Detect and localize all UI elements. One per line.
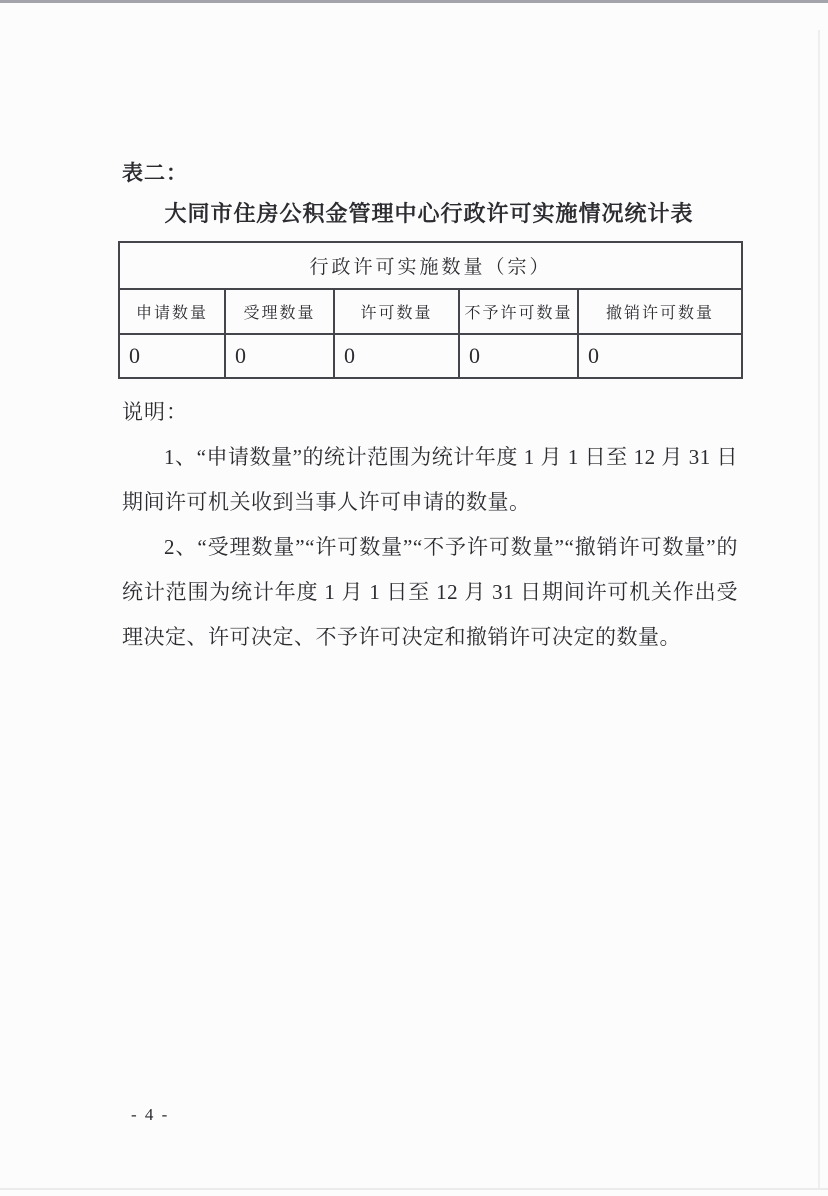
value-cell-accepted: 0 bbox=[225, 334, 334, 378]
table-value-row bbox=[119, 334, 742, 378]
column-header-applications: 申请数量 bbox=[119, 289, 225, 334]
note-item-2: 2、“受理数量”“许可数量”“不予许可数量”“撤销许可数量”的统计范围为统计年度 1 月 1 日至 12 月 31 日期间许可机关作出受理决定、许可决定、不予许可决定和撤销许可决定的数量。 bbox=[122, 535, 738, 649]
value-cell-permitted: 0 bbox=[334, 334, 459, 378]
value-cell-applications: 0 bbox=[119, 334, 225, 378]
notes-section bbox=[122, 390, 738, 660]
statistics-table bbox=[118, 241, 743, 379]
column-header-denied: 不予许可数量 bbox=[459, 289, 578, 334]
table-column-header-row bbox=[119, 289, 742, 334]
notes-heading: 说明： bbox=[122, 400, 188, 424]
document-title: 大同市住房公积金管理中心行政许可实施情况统计表 bbox=[164, 201, 694, 226]
table-span-header: 行政许可实施数量（宗） bbox=[119, 242, 742, 289]
scan-edge-right bbox=[818, 30, 820, 1190]
column-header-revoked: 撤销许可数量 bbox=[578, 289, 742, 334]
table-span-header-row bbox=[119, 242, 742, 289]
scan-edge-bottom bbox=[0, 1188, 828, 1190]
column-header-permitted: 许可数量 bbox=[334, 289, 459, 334]
column-header-accepted: 受理数量 bbox=[225, 289, 334, 334]
page-number: - 4 - bbox=[131, 1105, 170, 1124]
note-item-1: 1、“申请数量”的统计范围为统计年度 1 月 1 日至 12 月 31 日期间许可机关收到当事人许可申请的数量。 bbox=[122, 445, 738, 514]
value-cell-revoked: 0 bbox=[578, 334, 742, 378]
scan-edge-top bbox=[0, 0, 828, 3]
value-cell-denied: 0 bbox=[459, 334, 578, 378]
table-label: 表二： bbox=[122, 162, 188, 185]
